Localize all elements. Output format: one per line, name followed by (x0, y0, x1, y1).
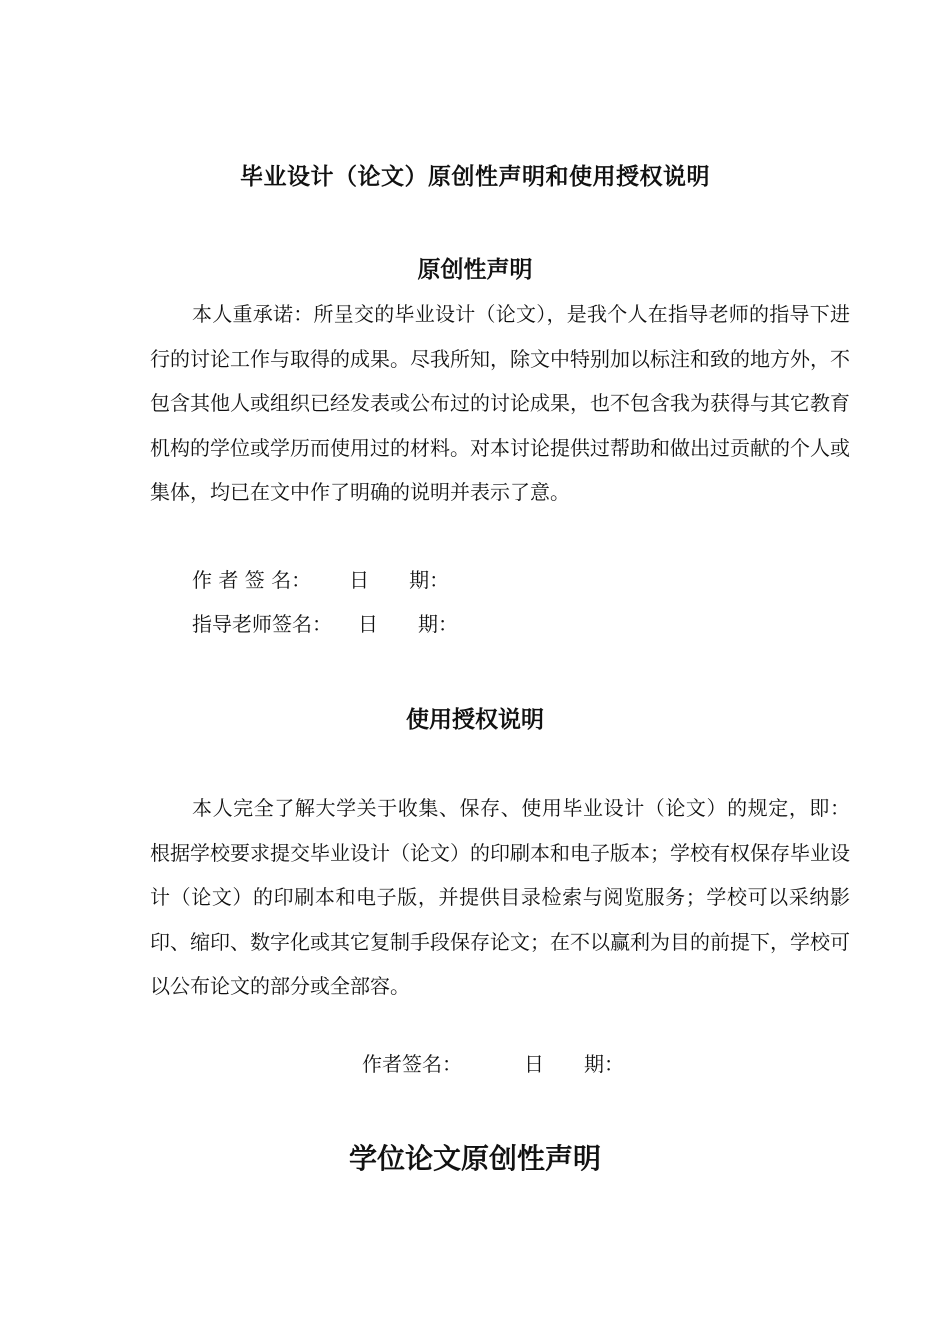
originality-statement: 本人重承诺：所呈交的毕业设计（论文），是我个人在指导老师的指导下进行的讨论工作与取得的成果。尽我所知，除文中特别加以标注和致的地方外，不包含其他人或组织已经发表或公布过的讨论成果，也不包含我为获得与其它教育机构的学位或学历而使用过的材料。对本讨论提供过帮助和做出过贡献的个人或集体，均已在文中作了明确的说明并表示了意。 (150, 302, 850, 504)
originality-heading: 原创性声明 (417, 257, 533, 283)
degree-thesis-heading: 学位论文原创性声明 (348, 1142, 601, 1175)
authorization-statement: 本人完全了解大学关于收集、保存、使用毕业设计（论文）的规定，即：根据学校要求提交毕业设计（论文）的印刷本和电子版本；学校有权保存毕业设计（论文）的印刷本和电子版，并提供目录检索与阅览服务；学校可以采纳影印、缩印、数字化或其它复制手段保存论文；在不以赢利为目的前提下，学校可以公布论文的部分或全部容。 (150, 796, 850, 998)
author-signature-line (192, 567, 449, 593)
authorization-heading: 使用授权说明 (406, 707, 544, 733)
advisor-date-label: 日 期： (358, 612, 458, 636)
authorization-date-label: 日 期： (524, 1052, 624, 1076)
authorization-signature-line (362, 1051, 624, 1077)
author-signature-label: 作 者 签 名： (192, 568, 312, 592)
authorization-signature-label: 作者签名： (362, 1052, 462, 1076)
advisor-signature-line (192, 611, 458, 637)
main-title: 毕业设计（论文）原创性声明和使用授权说明 (240, 164, 710, 190)
author-date-label: 日 期： (349, 568, 450, 592)
advisor-signature-label: 指导老师签名： (192, 612, 332, 636)
